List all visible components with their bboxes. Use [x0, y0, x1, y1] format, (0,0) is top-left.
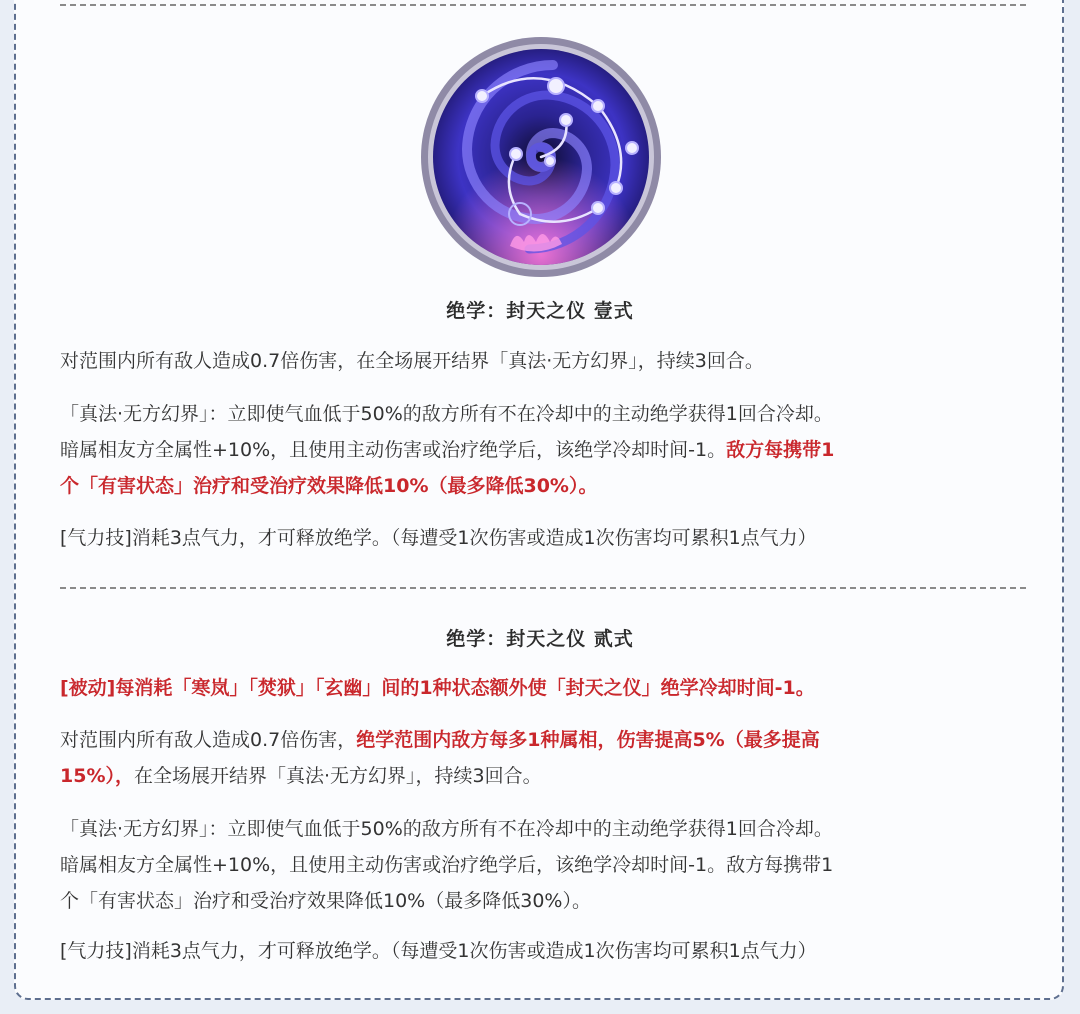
skill1-energy-line: [气力技]消耗3点气力，才可释放绝学。（每遭受1次伤害或造成1次伤害均可累积1点气力） [60, 527, 817, 549]
skill2-desc-line-1 [60, 722, 1032, 758]
skill1-energy-note [60, 520, 1032, 556]
skill2-description [60, 722, 1032, 794]
skill2-desc-line-2b: 在全场展开结界「真法·无方幻界」，持续3回合。 [133, 765, 542, 787]
skill1-barrier-highlight-b: 个「有害状态」治疗和受治疗效果降低10%（最多降低30%）。 [60, 475, 598, 497]
skill1-barrier-line-2 [60, 432, 1032, 468]
skill1-title: 绝学：封天之仪 壹式 [446, 300, 634, 322]
skill2-barrier-effect [60, 811, 1032, 919]
skill1-description [60, 343, 1032, 379]
skill2-barrier-line-1: 「真法·无方幻界」：立即使气血低于50%的敌方所有不在冷却中的主动绝学获得1回合冷却。 [60, 818, 833, 840]
skill1-desc-line: 对范围内所有敌人造成0.7倍伤害，在全场展开结界「真法·无方幻界」，持续3回合。 [60, 350, 764, 372]
skill2-desc-line-2 [60, 758, 1032, 794]
skill2-passive-line: [被动]每消耗「寒岚」「焚狱」「玄幽」间的1种状态额外使「封天之仪」绝学冷却时间-1。 [60, 677, 815, 699]
skill2-energy-line: [气力技]消耗3点气力，才可释放绝学。（每遭受1次伤害或造成1次伤害均可累积1点气力） [60, 940, 817, 962]
skill2-barrier-line-2: 暗属相友方全属性+10%，且使用主动伤害或治疗绝学后，该绝学冷却时间-1。敌方每携带1 [60, 854, 834, 876]
skill1-barrier-highlight-a: 敌方每携带1 [726, 439, 835, 461]
skill2-title: 绝学：封天之仪 贰式 [446, 628, 634, 650]
section-divider [60, 587, 1026, 589]
skill2-desc-highlight-b: 15%）， [60, 765, 134, 787]
skill2-desc-highlight-a: 绝学范围内敌方每多1种属相，伤害提高5%（最多提高 [356, 729, 820, 751]
skill1-barrier-line-2a: 暗属相友方全属性+10%，且使用主动伤害或治疗绝学后，该绝学冷却时间-1。 [60, 439, 727, 461]
skill-emblem-icon [420, 36, 662, 278]
top-divider [60, 4, 1026, 6]
skill2-barrier-line-3: 个「有害状态」治疗和受治疗效果降低10%（最多降低30%）。 [60, 890, 591, 912]
skill2-passive [60, 670, 1032, 706]
skill2-desc-line-1a: 对范围内所有敌人造成0.7倍伤害， [60, 729, 357, 751]
skill1-barrier-line-1: 「真法·无方幻界」：立即使气血低于50%的敌方所有不在冷却中的主动绝学获得1回合冷却。 [60, 403, 833, 425]
skill2-energy-note [60, 933, 1032, 969]
skill1-barrier-effect [60, 396, 1032, 504]
